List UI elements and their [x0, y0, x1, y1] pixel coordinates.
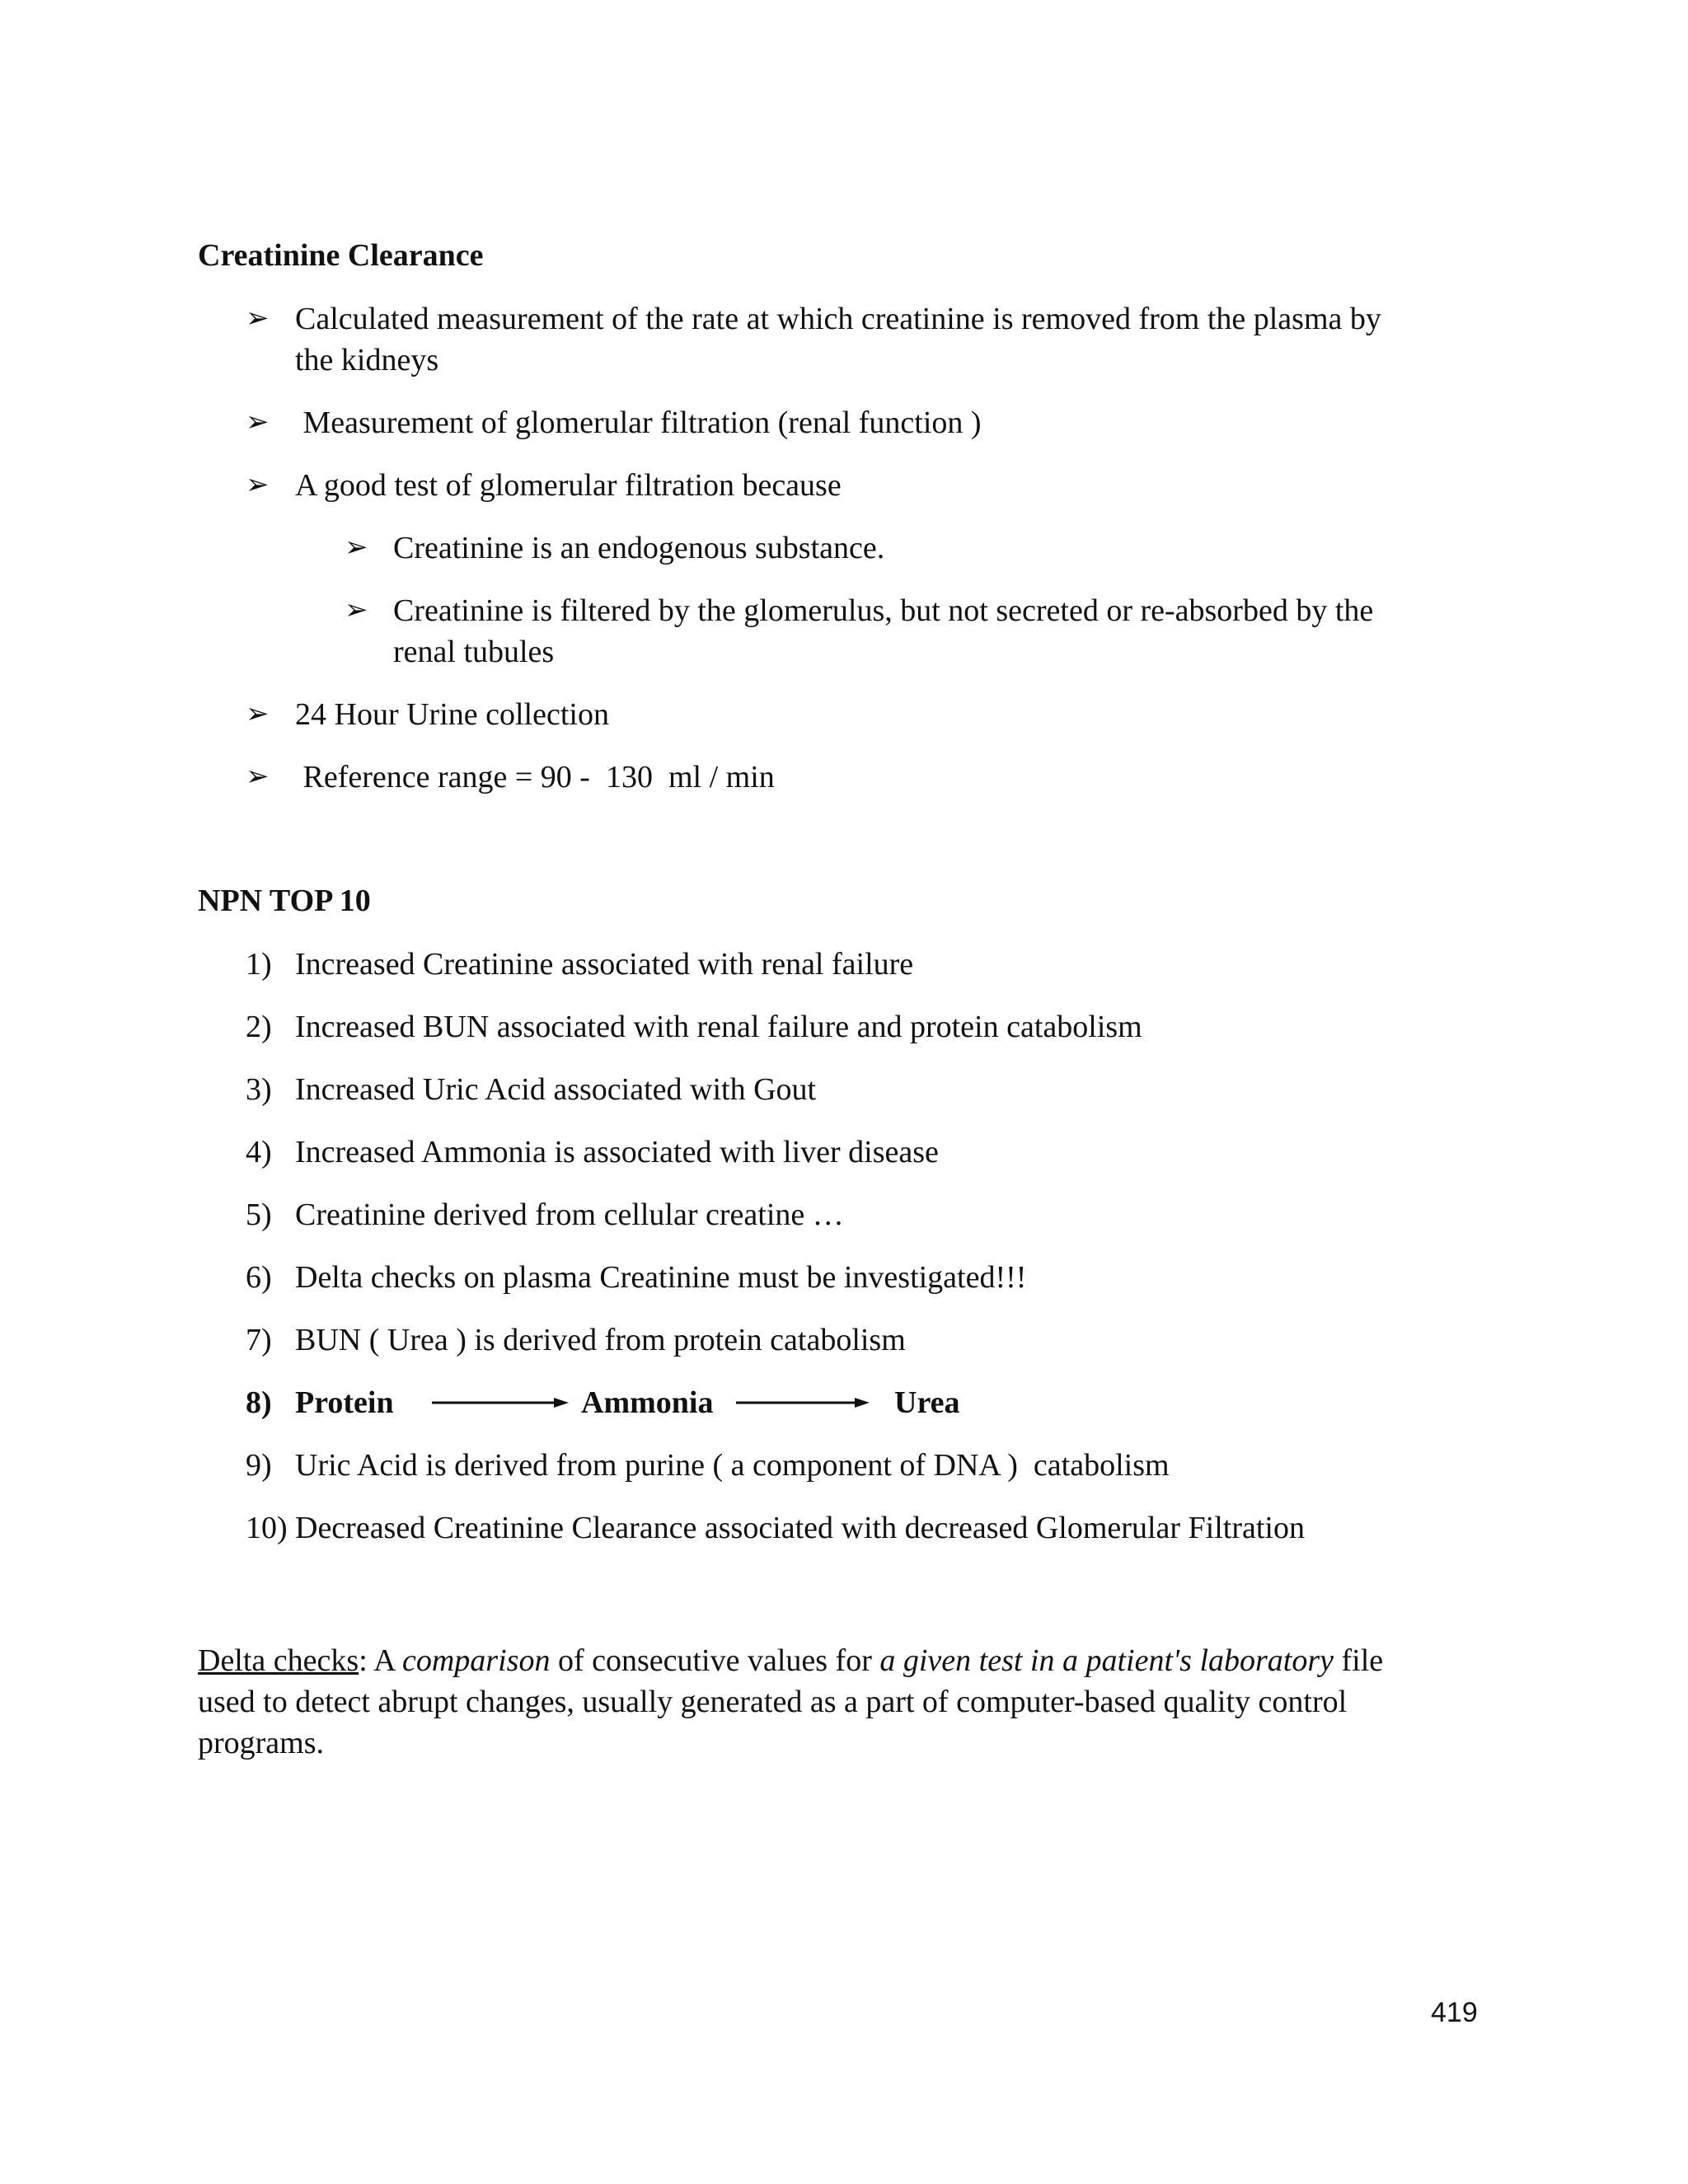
definition-text: : A: [359, 1643, 402, 1678]
sub-bullet-text: Creatinine is filtered by the glomerulus, but not secreted or re-absorbed by the: [393, 593, 1374, 628]
right-arrow-icon: [432, 1394, 569, 1411]
definition-text: of consecutive values for: [550, 1643, 880, 1678]
section-heading-npn-top-10: NPN TOP 10: [198, 883, 371, 918]
page-number: 419: [1431, 1997, 1478, 2028]
right-arrow-icon: [736, 1394, 870, 1411]
definition-line-continued: programs.: [198, 1726, 325, 1760]
definition-line-continued: used to detect abrupt changes, usually generated as a part of computer-based quality control: [198, 1685, 1348, 1719]
bullet-text: 24 Hour Urine collection: [295, 697, 609, 732]
list-number: 6): [246, 1260, 272, 1295]
list-number: 10): [246, 1511, 288, 1545]
sub-bullet-marker: ➢: [345, 595, 368, 626]
list-number: 7): [246, 1323, 272, 1357]
pathway-urea: Urea: [894, 1385, 960, 1420]
list-item-text: Increased BUN associated with renal failure and protein catabolism: [295, 1010, 1142, 1044]
bullet-text-continued: the kidneys: [295, 343, 439, 377]
list-number: 2): [246, 1010, 272, 1044]
list-number: 5): [246, 1197, 272, 1232]
bullet-text: Calculated measurement of the rate at which creatinine is removed from the plasma by: [295, 302, 1381, 336]
sub-bullet-text: Creatinine is an endogenous substance.: [393, 531, 885, 565]
definition-term: Delta checks: [198, 1643, 359, 1678]
list-item-text: Uric Acid is derived from purine ( a component of DNA ) catabolism: [295, 1448, 1170, 1483]
pathway-ammonia: Ammonia: [581, 1385, 714, 1420]
sub-bullet-text-continued: renal tubules: [393, 635, 555, 669]
bullet-marker: ➢: [246, 470, 270, 500]
list-item-text: Decreased Creatinine Clearance associated with decreased Glomerular Filtration: [295, 1511, 1305, 1545]
list-item-text: BUN ( Urea ) is derived from protein catabolism: [295, 1323, 906, 1357]
definition-emphasis: comparison: [402, 1643, 551, 1678]
definition-text: file: [1334, 1643, 1384, 1678]
list-number: 1): [246, 947, 272, 982]
list-item-text: Delta checks on plasma Creatinine must be investigated!!!: [295, 1260, 1027, 1295]
bullet-text: A good test of glomerular filtration because: [295, 468, 842, 503]
bullet-marker: ➢: [246, 407, 270, 438]
list-item-text: Increased Uric Acid associated with Gout: [295, 1072, 817, 1107]
list-item-text: Increased Ammonia is associated with liver disease: [295, 1135, 939, 1169]
list-number: 3): [246, 1072, 272, 1107]
list-item-text: Creatinine derived from cellular creatine …: [295, 1197, 844, 1232]
bullet-text: Reference range = 90 - 130 ml / min: [295, 760, 775, 794]
pathway-protein: Protein: [295, 1385, 394, 1420]
definition-emphasis: a given test in a patient's laboratory: [879, 1643, 1334, 1678]
sub-bullet-marker: ➢: [345, 532, 368, 563]
bullet-marker: ➢: [246, 762, 270, 792]
list-item-text: Increased Creatinine associated with renal failure: [295, 947, 914, 982]
definition-line: [198, 1640, 1383, 1681]
bullet-marker: ➢: [246, 699, 270, 729]
list-number: 9): [246, 1448, 272, 1483]
section-heading-creatinine-clearance: Creatinine Clearance: [198, 238, 484, 273]
list-number: 8): [246, 1385, 272, 1420]
list-number: 4): [246, 1135, 272, 1169]
bullet-text: Measurement of glomerular filtration (renal function ): [295, 405, 982, 440]
bullet-marker: ➢: [246, 303, 270, 334]
